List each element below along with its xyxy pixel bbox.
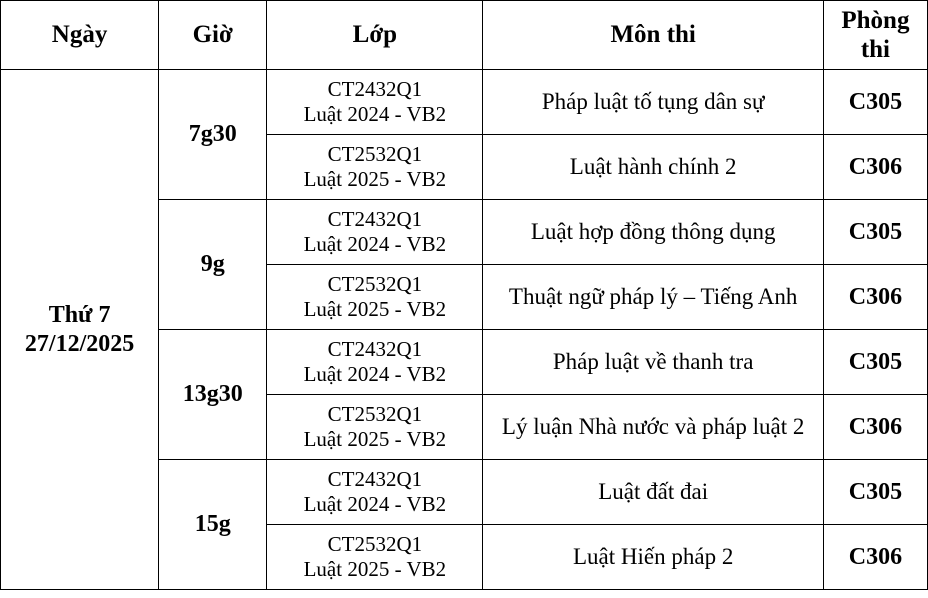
subject-cell: Luật hợp đồng thông dụng [483, 200, 823, 265]
class-cell [267, 200, 483, 265]
subject-cell: Thuật ngữ pháp lý – Tiếng Anh [483, 265, 823, 330]
class-name: Luật 2024 - VB2 [303, 102, 447, 126]
room-cell: C306 [823, 525, 927, 590]
class-code: CT2432Q1 [327, 467, 423, 492]
exam-date-line-1: Thứ 7 [48, 302, 111, 329]
column-header-subject: Môn thi [483, 1, 823, 70]
session-time-cell: 7g30 [159, 70, 267, 200]
room-cell: C305 [823, 460, 927, 525]
class-cell [267, 70, 483, 135]
room-cell: C306 [823, 265, 927, 330]
room-cell: C306 [823, 395, 927, 460]
class-name: Luật 2025 - VB2 [303, 427, 447, 451]
subject-cell: Luật đất đai [483, 460, 823, 525]
class-name: Luật 2024 - VB2 [303, 362, 447, 386]
class-code: CT2532Q1 [327, 532, 423, 557]
class-name: Luật 2024 - VB2 [303, 492, 447, 516]
column-header-date: Ngày [1, 1, 159, 70]
class-cell [267, 330, 483, 395]
class-name: Luật 2025 - VB2 [303, 557, 447, 581]
subject-cell: Luật hành chính 2 [483, 135, 823, 200]
exam-date-cell [1, 70, 159, 590]
table-body [1, 70, 928, 590]
class-cell [267, 395, 483, 460]
subject-cell: Pháp luật về thanh tra [483, 330, 823, 395]
class-cell [267, 525, 483, 590]
room-cell: C306 [823, 135, 927, 200]
class-cell [267, 135, 483, 200]
class-code: CT2432Q1 [327, 207, 423, 232]
class-cell [267, 460, 483, 525]
table-row [1, 70, 928, 135]
class-name: Luật 2025 - VB2 [303, 167, 447, 191]
room-cell: C305 [823, 330, 927, 395]
subject-cell: Lý luận Nhà nước và pháp luật 2 [483, 395, 823, 460]
session-time-cell: 13g30 [159, 330, 267, 460]
column-header-time: Giờ [159, 1, 267, 70]
header-row [1, 1, 928, 70]
room-cell: C305 [823, 70, 927, 135]
subject-cell: Luật Hiến pháp 2 [483, 525, 823, 590]
class-code: CT2532Q1 [327, 272, 423, 297]
class-code: CT2432Q1 [327, 77, 423, 102]
class-code: CT2532Q1 [327, 402, 423, 427]
table-header [1, 1, 928, 70]
class-code: CT2432Q1 [327, 337, 423, 362]
session-time-cell: 9g [159, 200, 267, 330]
column-header-room: Phòng thi [823, 1, 927, 70]
class-name: Luật 2025 - VB2 [303, 297, 447, 321]
class-code: CT2532Q1 [327, 142, 423, 167]
subject-cell: Pháp luật tố tụng dân sự [483, 70, 823, 135]
class-cell [267, 265, 483, 330]
class-name: Luật 2024 - VB2 [303, 232, 447, 256]
column-header-class: Lớp [267, 1, 483, 70]
room-cell: C305 [823, 200, 927, 265]
exam-date-line-2: 27/12/2025 [24, 330, 135, 357]
session-time-cell: 15g [159, 460, 267, 590]
